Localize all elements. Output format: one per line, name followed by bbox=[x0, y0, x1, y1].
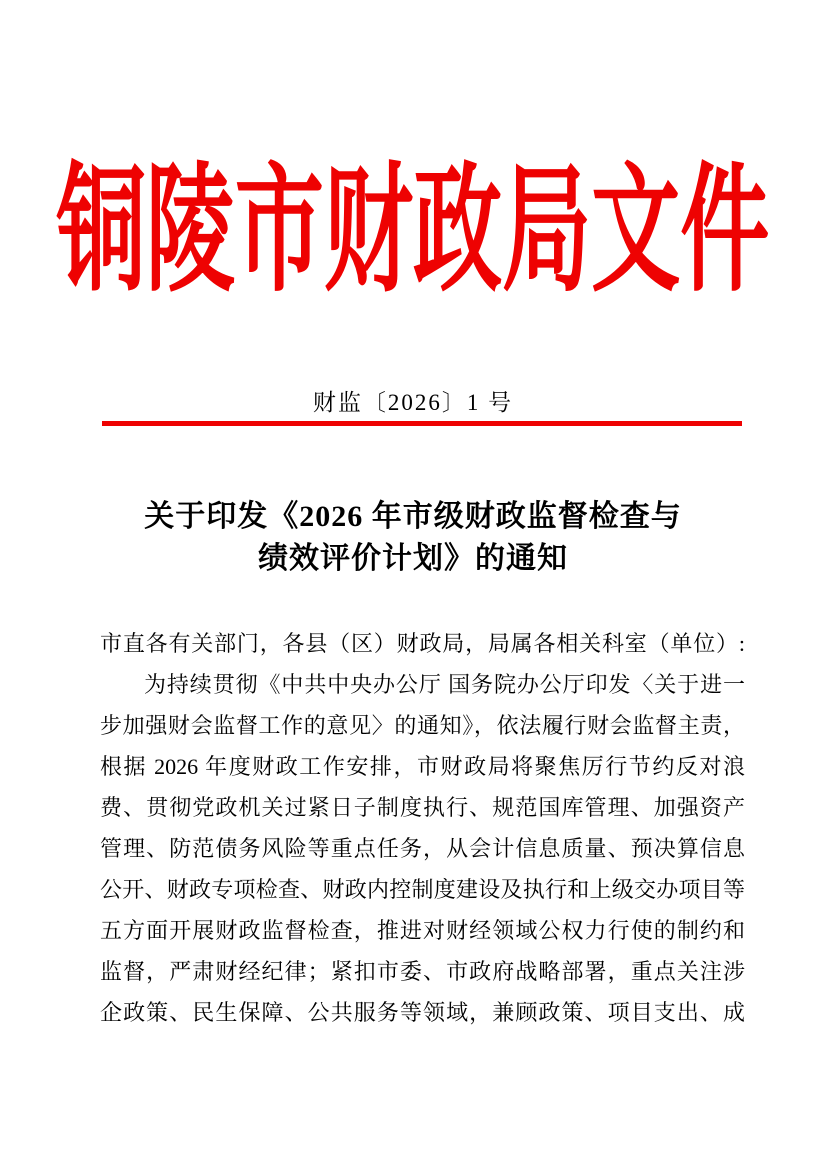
body-line: 公开、财政专项检查、财政内控制度建设及执行和上级交办项目等 bbox=[100, 877, 745, 902]
body-line: 根据 2026 年度财政工作安排，市财政局将聚焦厉行节约反对浪 bbox=[100, 754, 745, 779]
body-line: 五方面开展财政监督检查，推进对财经领域公权力行使的制约和 bbox=[100, 918, 745, 943]
document-title-line2: 绩效评价计划》的通知 bbox=[258, 542, 568, 575]
agency-header-banner bbox=[0, 155, 826, 309]
salutation-line: 市直各有关部门，各县（区）财政局，局属各相关科室（单位）: bbox=[100, 631, 745, 656]
doc-reference-number: 财监〔2026〕1 号 bbox=[312, 390, 514, 415]
agency-title: 铜陵市财政局文件 bbox=[56, 155, 770, 309]
body-line: 监督，严肃财经纪律；紧扣市委、市政府战略部署，重点关注涉 bbox=[100, 959, 745, 984]
red-divider-line bbox=[102, 421, 742, 426]
body-line: 为持续贯彻《中共中央办公厅 国务院办公厅印发〈关于进一 bbox=[144, 672, 745, 697]
document-title-line1: 关于印发《2026 年市级财政监督检查与 bbox=[144, 500, 682, 533]
body-line: 管理、防范债务风险等重点任务，从会计信息质量、预决算信息 bbox=[100, 836, 745, 861]
body-line: 步加强财会监督工作的意见〉的通知》，依法履行财会监督主责， bbox=[100, 713, 745, 738]
body-line: 企政策、民生保障、公共服务等领域，兼顾政策、项目支出、成 bbox=[100, 1000, 745, 1025]
document-title bbox=[0, 496, 826, 580]
body-line: 费、贯彻党政机关过紧日子制度执行、规范国库管理、加强资产 bbox=[100, 795, 745, 820]
document-body bbox=[100, 623, 745, 1033]
